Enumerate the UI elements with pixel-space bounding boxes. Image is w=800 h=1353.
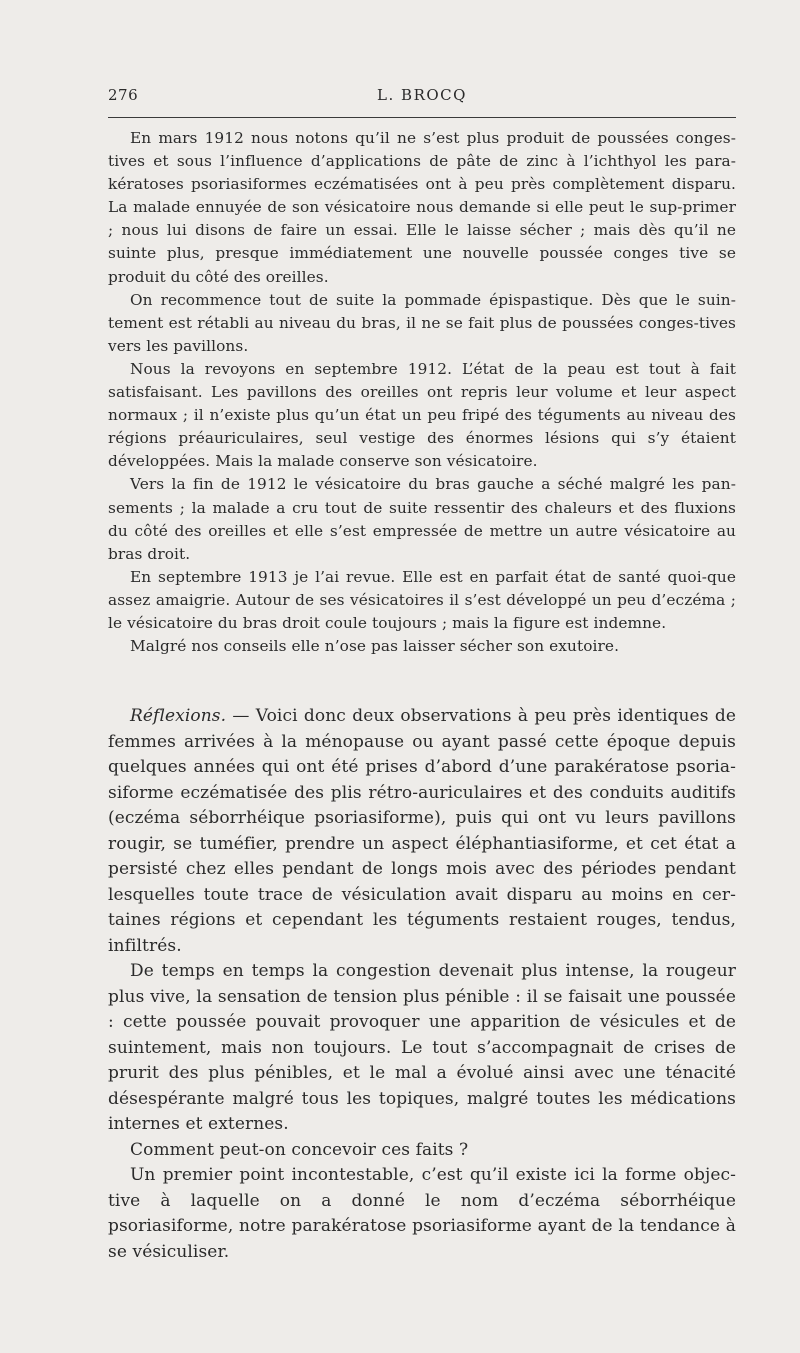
- page-header: [108, 86, 736, 110]
- paragraph: On recommence tout de suite la pommade épispastique. Dès que le suin-tement est rétabli au niveau du bras, il ne se fait plus de poussées conges-tives vers les pavillons.: [108, 290, 736, 355]
- header-rule: [108, 117, 736, 118]
- paragraph: Malgré nos conseils elle n’ose pas laisser sécher son exutoire.: [130, 637, 620, 656]
- reflexions-paragraph: [108, 704, 736, 959]
- paragraph: De temps en temps la congestion devenait plus intense, la rougeur plus vive, la sensation de tension plus pénible : il se faisait une poussée : cette poussée pouvait provoquer une apparition de vésicules et de suintement, mais non toujours. Le tout s’accompagnait de crises de prurit des plus pénibles, et le mal a évolué ainsi avec une ténacité désespérante malgré tous les topiques, malgré toutes les médications internes et externes.: [108, 961, 736, 1134]
- case-observation-text: [108, 127, 736, 658]
- paragraph: Comment peut-on concevoir ces faits ?: [130, 1139, 469, 1160]
- paragraph: Nous la revoyons en septembre 1912. L’état de la peau est tout à fait satisfaisant. Les pavillons des oreilles ont repris leur volume et leur aspect normaux ; il n’existe plus qu’un état un peu fripé des téguments au niveau des régions préauriculaires, seul vestige des énormes lésions qui s’y étaient développées. Mais la malade conserve son vésicatoire.: [108, 359, 736, 471]
- reflexions-section: [108, 704, 736, 1265]
- paragraph: Un premier point incontestable, c’est qu’il existe ici la forme objec-tive à laquelle on a donné le nom d’eczéma séborrhéique psoriasiforme, notre parakératose psoriasiforme ayant de la tendance à se vésiculiser.: [108, 1165, 736, 1262]
- page-number: 276: [108, 86, 139, 104]
- paragraph: En septembre 1913 je l’ai revue. Elle est en parfait état de santé quoi-que assez amaigrie. Autour de ses vésicatoires il s’est développé un peu d’eczéma ; le vésicatoire du bras droit coule toujours ; mais la figure est indemne.: [108, 567, 736, 632]
- paragraph: En mars 1912 nous notons qu’il ne s’est plus produit de poussées conges-tives et sous l’influence d’applications de pâte de zinc à l’ichthyol les para-kératoses psoriasiformes eczématisées ont à peu près complètement disparu. La malade ennuyée de son vésicatoire nous demande si elle peut le sup-primer ; nous lui disons de faire un essai. Elle le laisse sécher ; mais dès qu’il ne suinte plus, presque immédiatement une nouvelle poussée conges tive se produit du côté des oreilles.: [108, 129, 736, 286]
- section-heading: Réflexions.: [130, 706, 227, 726]
- paragraph: Vers la fin de 1912 le vésicatoire du bras gauche a séché malgré les pan-sements ; la malade a cru tout de suite ressentir des chaleurs et des fluxions du côté des oreilles et elle s’est empressée de mettre un autre vésicatoire au bras droit.: [108, 475, 736, 563]
- running-head: L. BROCQ: [377, 86, 467, 104]
- paragraph-text: — Voici donc deux observations à peu près identiques de femmes arrivées à la ménopause ou ayant passé cette époque depuis quelques années qui ont été prises d’abord d’une parakératose psoria-siforme eczématisée des plis rétro-auriculaires et des conduits auditifs (eczéma séborrhéique psoriasiforme), puis qui ont vu leurs pavillons rougir, se tuméfier, prendre un aspect éléphantiasiforme, et cet état a persisté chez elles pendant de longs mois avec des périodes pendant lesquelles toute trace de vésiculation avait disparu au moins en cer-taines régions et cependant les téguments restaient rouges, tendus, infiltrés.: [108, 706, 736, 956]
